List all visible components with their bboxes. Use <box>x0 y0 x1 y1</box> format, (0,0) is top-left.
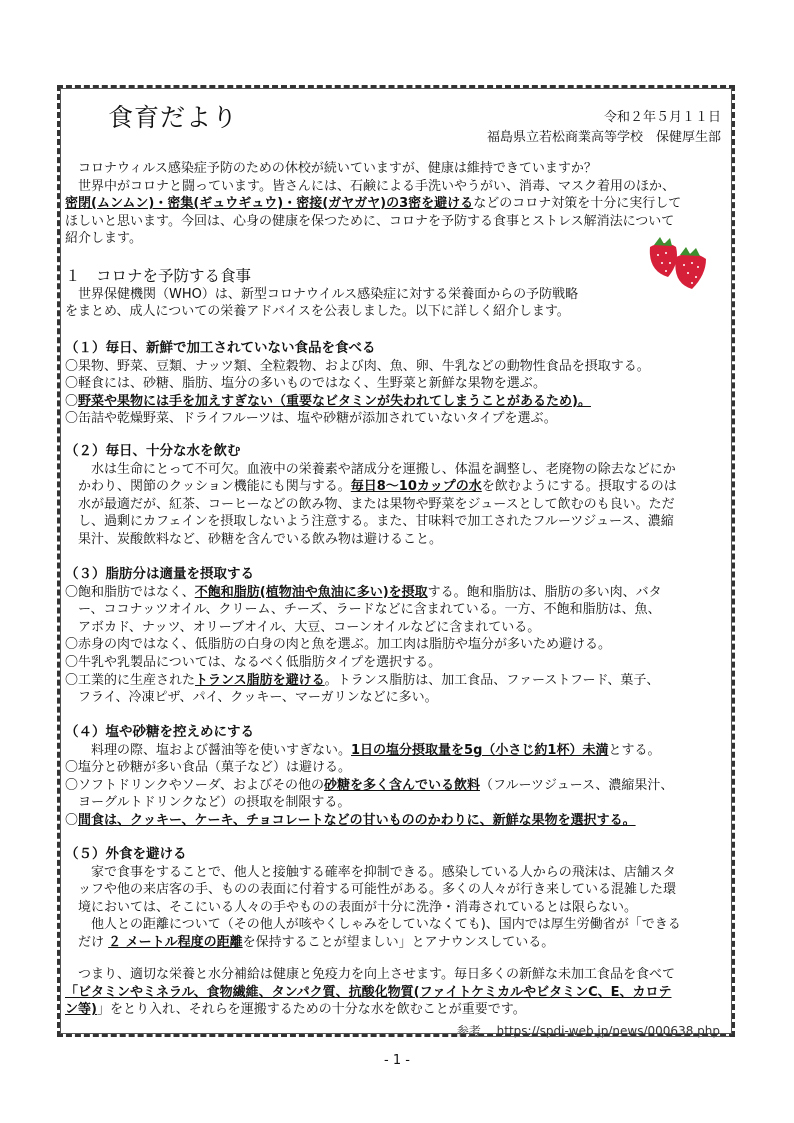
text-segment: する。飽和脂肪は、脂肪の多い肉、バタ <box>427 584 662 600</box>
text-line: 境においては、そこにいる人々の手やものの表面が十分に洗浄・消毒されているとは限らない。 <box>78 899 638 915</box>
emphasis-text: ン等) <box>65 1002 97 1018</box>
text-segment: だけ <box>78 934 109 950</box>
emphasis-text: 不飽和脂肪(植物油や魚油に多い)を摂取 <box>194 584 428 600</box>
text-line: し、過剰にカフェインを摂取しないよう注意する。また、甘味料で加工されたフルーツジュース、濃縮 <box>78 514 674 530</box>
bullet-line <box>65 584 730 602</box>
subsection-heading: （３）脂肪分は適量を摂取する <box>65 566 254 582</box>
three-c-emphasis: 密閉(ムンムン)・密集(ギュウギュウ)・密接(ガヤガヤ)の3密を避ける <box>65 196 474 212</box>
subsection-2 <box>65 443 730 549</box>
section-heading: １ コロナを予防する食事 <box>65 267 252 285</box>
subsection-heading: （４）塩や砂糖を控えめにする <box>65 724 254 740</box>
text-line: 果汁、炭酸飲料など、砂糖を含んでいる飲み物は避けること。 <box>78 531 443 547</box>
text-segment: かわり、関節のクッション機能にも関与する。 <box>78 479 351 495</box>
emphasis-text: 1日の塩分摂取量を5g（小さじ約1杯）未満 <box>351 742 609 758</box>
page-number: - 1 - <box>384 1053 410 1068</box>
text-line: ヨーグルトドリンクなど）の摂取を制限する。 <box>78 795 351 811</box>
bullet-line: 〇果物、野菜、豆類、ナッツ類、全粒穀物、および肉、魚、卵、牛乳などの動物性食品を摂取する。 <box>65 358 650 374</box>
text-segment: 。トランス脂肪は、加工食品、ファーストフード、菓子、 <box>324 672 660 688</box>
bullet-line: 〇牛乳や乳製品については、なるべく低脂肪タイプを選択する。 <box>65 654 442 670</box>
text-segment: 〇ソフトドリンクやソーダ、およびその他の <box>65 777 324 793</box>
text-segment: 〇飽和脂肪ではなく、 <box>65 584 195 600</box>
bullet-line <box>65 672 730 690</box>
text-line: ッフや他の来店客の手、ものの表面に付着する可能性がある。多くの人々が行き来している混雑した環 <box>78 882 677 898</box>
bullet-line: 〇缶詰や乾燥野菜、ドライフルーツは、塩や砂糖が添加されていないタイプを選ぶ。 <box>65 411 557 427</box>
bullet-line: 〇赤身の肉ではなく、低脂肪の白身の肉と魚を選ぶ。加工肉は脂肪や塩分が多いため避ける。 <box>65 637 612 653</box>
summary-line <box>65 1001 730 1019</box>
bullet-mark: 〇 <box>65 812 79 828</box>
bullet-mark: 〇 <box>65 393 79 409</box>
emphasis-text: 毎日8～10カップの水 <box>350 479 482 495</box>
newsletter-title: 食育だより <box>108 103 239 132</box>
subsection-heading: （５）外食を避ける <box>65 846 187 862</box>
text-line: 水は生命にとって不可欠。血液中の栄養素や諸成分を運搬し、体温を調整し、老廃物の除去などにか <box>91 461 676 477</box>
intro-paragraph <box>65 160 730 248</box>
text-line: ー、ココナッツオイル、クリーム、チーズ、ラードなどに含まれている。一方、不飽和脂肪は、魚、 <box>78 602 661 618</box>
reference-underline <box>468 1036 730 1037</box>
intro-line: 世界中がコロナと闘っています。皆さんには、石鹸による手洗いやうがい、消毒、マスク着用のほか、 <box>65 178 675 194</box>
issue-date: 令和２年５月１１日 <box>603 110 721 125</box>
bullet-line <box>65 812 730 830</box>
intro-line: ほしいと思います。今回は、心身の健康を保つために、コロナを予防する食事とストレス解消法について <box>65 213 675 229</box>
emphasis-text: トランス脂肪を避ける <box>195 672 325 688</box>
bullet-line <box>65 393 730 411</box>
text-segment: 料理の際、塩および醤油等を使いすぎない。 <box>91 742 352 758</box>
subsection-3 <box>65 566 730 707</box>
intro-line: 紹介します。 <box>65 231 142 247</box>
text-line: フライ、冷凍ピザ、パイ、クッキー、マーガリンなどに多い。 <box>78 690 438 706</box>
section-1 <box>65 268 730 321</box>
emphasis-text: ２ メートル程度の距離 <box>108 934 243 950</box>
emphasis-text: 「ビタミンやミネラル、食物繊維、タンパク質、抗酸化物質(ファイトケミカルやビタミンC、E、カロテ <box>65 984 672 1000</box>
reference-link[interactable]: 参考 https://spdi-web.jp/news/000638.php <box>456 1024 720 1038</box>
text-line: アボカド、ナッツ、オリーブオイル、大豆、コーンオイルなどに含まれている。 <box>78 619 541 635</box>
intro-line: コロナウィルス感染症予防のための休校が続いていますが、健康は維持できていますか？ <box>65 161 597 176</box>
text-segment: （フルーツジュース、濃縮果汁、 <box>479 777 674 793</box>
subsection-4 <box>65 724 730 830</box>
summary-paragraph <box>65 966 730 1019</box>
subsection-heading: （２）毎日、十分な水を飲む <box>65 443 241 459</box>
text-line <box>65 478 730 496</box>
intro-line-rest: などのコロナ対策を十分に実行して <box>473 196 682 212</box>
text-line: 水が最適だが、紅茶、コーヒーなどの飲み物、または果物や野菜をジュースとして飲むのも良い。ただ <box>78 496 675 512</box>
section-text-line: 世界保健機関（WHO）は、新型コロナウイルス感染症に対する栄養面からの予防戦略 <box>65 286 579 302</box>
summary-line: つまり、適切な栄養と水分補給は健康と免疫力を向上させます。毎日多くの新鮮な未加工食品を食べて <box>65 967 675 982</box>
text-line: 他人との距離について（その他人が咳やくしゃみをしていなくても)、国内では厚生労働省が「できる <box>91 917 681 933</box>
intro-line <box>65 195 730 213</box>
text-segment: を保持することが望ましい」とアナウンスしている。 <box>242 934 555 950</box>
text-line <box>65 934 730 952</box>
bullet-line: 〇塩分と砂糖が多い食品（菓子など）は避ける。 <box>65 760 352 776</box>
subsection-5 <box>65 846 730 952</box>
text-line <box>65 742 730 760</box>
school-name: 福島県立若松商業高等学校 保健厚生部 <box>486 130 721 145</box>
bullet-line <box>65 777 730 795</box>
subsection-heading: （１）毎日、新鮮で加工されていない食品を食べる <box>65 340 376 356</box>
text-line: 家で食事をすることで、他人と接触する確率を抑制できる。感染している人からの飛沫は、店舗スタ <box>91 864 676 880</box>
text-segment: 」をとり入れ、それらを運搬するための十分な水を飲むことが重要です。 <box>96 1002 526 1018</box>
text-segment: とする。 <box>608 742 661 758</box>
emphasis-text: 砂糖を多く含んでいる飲料 <box>323 777 480 793</box>
subsection-1 <box>65 340 730 428</box>
section-text-line: をまとめ、成人についての栄養アドバイスを公表しました。以下に詳しく紹介します。 <box>65 304 570 320</box>
text-segment: 〇工業的に生産された <box>65 672 196 688</box>
text-segment: を飲むようにする。摂取するのは <box>481 479 677 495</box>
emphasis-text: 野菜や果物には手を加えすぎない（重要なビタミンが失われてしまうことがあるため)。 <box>78 393 591 409</box>
emphasis-text: 間食は、クッキー、ケーキ、チョコレートなどの甘いもののかわりに、新鮮な果物を選択する。 <box>78 812 636 828</box>
bullet-line: 〇軽食には、砂糖、脂肪、塩分の多いものではなく、生野菜と新鮮な果物を選ぶ。 <box>65 376 547 392</box>
